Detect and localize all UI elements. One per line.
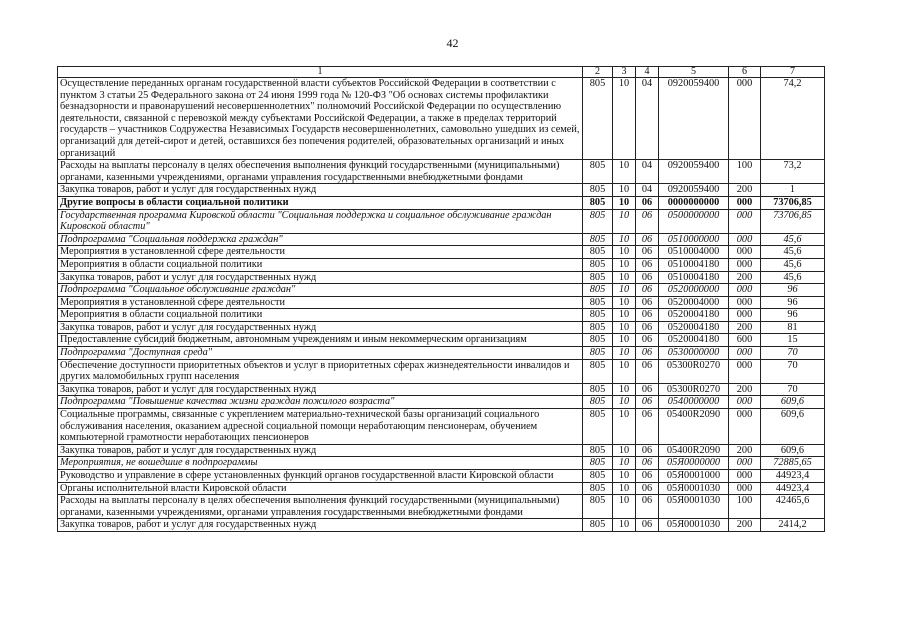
amount-cell: 45,6	[761, 258, 825, 271]
target-article-cell: 0510004180	[659, 271, 729, 284]
amount-cell: 96	[761, 296, 825, 309]
target-article-cell: 0500000000	[659, 209, 729, 233]
expense-type-cell: 000	[729, 196, 761, 209]
section-cell: 10	[613, 246, 636, 259]
amount-cell: 609,6	[761, 444, 825, 457]
admin-code-cell: 805	[583, 160, 613, 184]
table-row	[58, 470, 825, 483]
admin-code-cell: 805	[583, 444, 613, 457]
admin-code-cell: 805	[583, 383, 613, 396]
amount-cell: 81	[761, 321, 825, 334]
row-name-cell: Закупка товаров, работ и услуг для государственных нужд	[58, 519, 583, 532]
expense-type-cell: 000	[729, 482, 761, 495]
table-row	[58, 271, 825, 284]
expense-type-cell: 000	[729, 209, 761, 233]
row-name-cell: Расходы на выплаты персоналу в целях обеспечения выполнения функций государственными (муниципальными) органами, казенными учреждениями, органами управления государственными внебюджетными фондами	[58, 160, 583, 184]
subsection-cell: 06	[636, 258, 659, 271]
table-row	[58, 495, 825, 519]
table-row	[58, 296, 825, 309]
admin-code-cell: 805	[583, 470, 613, 483]
admin-code-cell: 805	[583, 284, 613, 297]
column-header: 6	[729, 67, 761, 78]
amount-cell: 45,6	[761, 233, 825, 246]
admin-code-cell: 805	[583, 209, 613, 233]
admin-code-cell: 805	[583, 359, 613, 383]
amount-cell: 72885,65	[761, 457, 825, 470]
subsection-cell: 06	[636, 233, 659, 246]
section-cell: 10	[613, 271, 636, 284]
admin-code-cell: 805	[583, 519, 613, 532]
column-header: 4	[636, 67, 659, 78]
amount-cell: 42465,6	[761, 495, 825, 519]
expense-type-cell: 200	[729, 383, 761, 396]
amount-cell: 15	[761, 334, 825, 347]
section-cell: 10	[613, 396, 636, 409]
table-row	[58, 196, 825, 209]
subsection-cell: 04	[636, 160, 659, 184]
expense-type-cell: 000	[729, 258, 761, 271]
target-article-cell: 0920059400	[659, 78, 729, 160]
amount-cell: 73706,85	[761, 209, 825, 233]
section-cell: 10	[613, 296, 636, 309]
expense-type-cell: 600	[729, 334, 761, 347]
row-name-cell: Подпрограмма "Социальное обслуживание граждан"	[58, 284, 583, 297]
table-row	[58, 334, 825, 347]
section-cell: 10	[613, 495, 636, 519]
row-name-cell: Мероприятия в области социальной политики	[58, 258, 583, 271]
subsection-cell: 06	[636, 409, 659, 445]
expense-type-cell: 200	[729, 321, 761, 334]
expense-type-cell: 000	[729, 296, 761, 309]
amount-cell: 96	[761, 284, 825, 297]
table-row	[58, 409, 825, 445]
budget-table	[57, 66, 825, 532]
section-cell: 10	[613, 519, 636, 532]
section-cell: 10	[613, 284, 636, 297]
section-cell: 10	[613, 258, 636, 271]
subsection-cell: 06	[636, 396, 659, 409]
row-name-cell: Закупка товаров, работ и услуг для государственных нужд	[58, 184, 583, 197]
row-name-cell: Подпрограмма "Социальная поддержка граждан"	[58, 233, 583, 246]
row-name-cell: Подпрограмма "Повышение качества жизни граждан пожилого возраста"	[58, 396, 583, 409]
table-row	[58, 396, 825, 409]
expense-type-cell: 000	[729, 409, 761, 445]
target-article-cell: 0510004000	[659, 246, 729, 259]
table-row	[58, 233, 825, 246]
table-row	[58, 284, 825, 297]
target-article-cell: 0520004180	[659, 309, 729, 322]
row-name-cell: Расходы на выплаты персоналу в целях обеспечения выполнения функций государственными (муниципальными) органами, казенными учреждениями, органами управления государственными внебюджетными фондами	[58, 495, 583, 519]
expense-type-cell: 000	[729, 396, 761, 409]
admin-code-cell: 805	[583, 321, 613, 334]
expense-type-cell: 200	[729, 184, 761, 197]
admin-code-cell: 805	[583, 78, 613, 160]
row-name-cell: Социальные программы, связанные с укреплением материально-технической базы организаций социального обслуживания населения, оказанием адресной социальной помощи неработающим пенсионерам, обучением компьютерной грамотности неработающих пенсионеров	[58, 409, 583, 445]
table-row	[58, 457, 825, 470]
admin-code-cell: 805	[583, 457, 613, 470]
amount-cell: 70	[761, 383, 825, 396]
amount-cell: 70	[761, 347, 825, 360]
subsection-cell: 06	[636, 444, 659, 457]
admin-code-cell: 805	[583, 309, 613, 322]
header-row	[58, 67, 825, 78]
amount-cell: 609,6	[761, 409, 825, 445]
column-header: 2	[583, 67, 613, 78]
row-name-cell: Осуществление переданных органам государственной власти субъектов Российской Федерации в соответствии с пунктом 3 статьи 25 Федерального закона от 24 июня 1999 года № 120-ФЗ "Об основах системы профилактики безнадзорности и правонарушений несовершеннолетних" полномочий Российской Федерации по осуществлению деятельности, связанной с перевозкой между субъектами Российской Федерации, а также в пределах территорий государств – участников Содружества Независимых Государств несовершеннолетних, самовольно ушедших из семей, организаций для детей-сирот и детей, оставшихся без попечения родителей, образовательных организаций и иных организаций	[58, 78, 583, 160]
amount-cell: 44923,4	[761, 482, 825, 495]
admin-code-cell: 805	[583, 347, 613, 360]
expense-type-cell: 000	[729, 233, 761, 246]
table-row	[58, 78, 825, 160]
target-article-cell: 05400R2090	[659, 409, 729, 445]
table-row	[58, 246, 825, 259]
target-article-cell: 05300R0270	[659, 383, 729, 396]
subsection-cell: 06	[636, 284, 659, 297]
admin-code-cell: 805	[583, 296, 613, 309]
subsection-cell: 06	[636, 482, 659, 495]
section-cell: 10	[613, 470, 636, 483]
target-article-cell: 0520004000	[659, 296, 729, 309]
target-article-cell: 05Я0001030	[659, 495, 729, 519]
subsection-cell: 06	[636, 296, 659, 309]
section-cell: 10	[613, 321, 636, 334]
target-article-cell: 05400R2090	[659, 444, 729, 457]
target-article-cell: 05Я0001030	[659, 519, 729, 532]
section-cell: 10	[613, 359, 636, 383]
column-header: 7	[761, 67, 825, 78]
expense-type-cell: 000	[729, 284, 761, 297]
row-name-cell: Обеспечение доступности приоритетных объектов и услуг в приоритетных сферах жизнедеятельности инвалидов и других маломобильных групп населения	[58, 359, 583, 383]
amount-cell: 73706,85	[761, 196, 825, 209]
target-article-cell: 05Я0001030	[659, 482, 729, 495]
section-cell: 10	[613, 233, 636, 246]
target-article-cell: 0530000000	[659, 347, 729, 360]
subsection-cell: 04	[636, 78, 659, 160]
section-cell: 10	[613, 78, 636, 160]
expense-type-cell: 000	[729, 470, 761, 483]
amount-cell: 44923,4	[761, 470, 825, 483]
section-cell: 10	[613, 457, 636, 470]
subsection-cell: 06	[636, 246, 659, 259]
subsection-cell: 06	[636, 309, 659, 322]
section-cell: 10	[613, 444, 636, 457]
amount-cell: 70	[761, 359, 825, 383]
row-name-cell: Руководство и управление в сфере установленных функций органов государственной власти Кировской области	[58, 470, 583, 483]
expense-type-cell: 000	[729, 347, 761, 360]
subsection-cell: 06	[636, 196, 659, 209]
admin-code-cell: 805	[583, 271, 613, 284]
target-article-cell: 05300R0270	[659, 359, 729, 383]
row-name-cell: Закупка товаров, работ и услуг для государственных нужд	[58, 321, 583, 334]
section-cell: 10	[613, 184, 636, 197]
target-article-cell: 0540000000	[659, 396, 729, 409]
target-article-cell: 05Я0001000	[659, 470, 729, 483]
row-name-cell: Мероприятия в установленной сфере деятельности	[58, 296, 583, 309]
target-article-cell: 05Я0000000	[659, 457, 729, 470]
row-name-cell: Мероприятия в установленной сфере деятельности	[58, 246, 583, 259]
table-row	[58, 347, 825, 360]
table-row	[58, 184, 825, 197]
row-name-cell: Мероприятия, не вошедшие в подпрограммы	[58, 457, 583, 470]
section-cell: 10	[613, 347, 636, 360]
subsection-cell: 06	[636, 359, 659, 383]
table-row	[58, 444, 825, 457]
subsection-cell: 06	[636, 334, 659, 347]
section-cell: 10	[613, 160, 636, 184]
admin-code-cell: 805	[583, 396, 613, 409]
subsection-cell: 04	[636, 184, 659, 197]
admin-code-cell: 805	[583, 482, 613, 495]
subsection-cell: 06	[636, 457, 659, 470]
table-row	[58, 359, 825, 383]
row-name-cell: Закупка товаров, работ и услуг для государственных нужд	[58, 271, 583, 284]
page-number: 42	[446, 36, 459, 50]
subsection-cell: 06	[636, 347, 659, 360]
amount-cell: 1	[761, 184, 825, 197]
admin-code-cell: 805	[583, 334, 613, 347]
amount-cell: 73,2	[761, 160, 825, 184]
amount-cell: 96	[761, 309, 825, 322]
amount-cell: 45,6	[761, 271, 825, 284]
section-cell: 10	[613, 196, 636, 209]
table-row	[58, 321, 825, 334]
column-header: 5	[659, 67, 729, 78]
admin-code-cell: 805	[583, 246, 613, 259]
admin-code-cell: 805	[583, 495, 613, 519]
row-name-cell: Государственная программа Кировской области "Социальная поддержка и социальное обслуживание граждан Кировской области"	[58, 209, 583, 233]
subsection-cell: 06	[636, 321, 659, 334]
section-cell: 10	[613, 383, 636, 396]
target-article-cell: 0520004180	[659, 321, 729, 334]
target-article-cell: 0920059400	[659, 160, 729, 184]
row-name-cell: Подпрограмма "Доступная среда"	[58, 347, 583, 360]
expense-type-cell: 000	[729, 309, 761, 322]
amount-cell: 74,2	[761, 78, 825, 160]
row-name-cell: Закупка товаров, работ и услуг для государственных нужд	[58, 383, 583, 396]
admin-code-cell: 805	[583, 196, 613, 209]
expense-type-cell: 000	[729, 78, 761, 160]
target-article-cell: 0920059400	[659, 184, 729, 197]
subsection-cell: 06	[636, 209, 659, 233]
row-name-cell: Органы исполнительной власти Кировской области	[58, 482, 583, 495]
expense-type-cell: 000	[729, 359, 761, 383]
section-cell: 10	[613, 209, 636, 233]
section-cell: 10	[613, 409, 636, 445]
expense-type-cell: 000	[729, 457, 761, 470]
row-name-cell: Закупка товаров, работ и услуг для государственных нужд	[58, 444, 583, 457]
column-header: 1	[58, 67, 583, 78]
amount-cell: 2414,2	[761, 519, 825, 532]
subsection-cell: 06	[636, 495, 659, 519]
target-article-cell: 0510004180	[659, 258, 729, 271]
admin-code-cell: 805	[583, 184, 613, 197]
table-row	[58, 309, 825, 322]
target-article-cell: 0520000000	[659, 284, 729, 297]
row-name-cell: Другие вопросы в области социальной политики	[58, 196, 583, 209]
subsection-cell: 06	[636, 519, 659, 532]
admin-code-cell: 805	[583, 233, 613, 246]
subsection-cell: 06	[636, 383, 659, 396]
target-article-cell: 0510000000	[659, 233, 729, 246]
table-row	[58, 383, 825, 396]
expense-type-cell: 200	[729, 271, 761, 284]
expense-type-cell: 200	[729, 519, 761, 532]
table-row	[58, 258, 825, 271]
target-article-cell: 0520004180	[659, 334, 729, 347]
section-cell: 10	[613, 482, 636, 495]
subsection-cell: 06	[636, 470, 659, 483]
expense-type-cell: 000	[729, 246, 761, 259]
expense-type-cell: 100	[729, 160, 761, 184]
expense-type-cell: 200	[729, 444, 761, 457]
subsection-cell: 06	[636, 271, 659, 284]
amount-cell: 609,6	[761, 396, 825, 409]
row-name-cell: Предоставление субсидий бюджетным, автономным учреждениям и иным некоммерческим организациям	[58, 334, 583, 347]
table-row	[58, 160, 825, 184]
table-row	[58, 519, 825, 532]
section-cell: 10	[613, 309, 636, 322]
admin-code-cell: 805	[583, 409, 613, 445]
column-header: 3	[613, 67, 636, 78]
admin-code-cell: 805	[583, 258, 613, 271]
target-article-cell: 0000000000	[659, 196, 729, 209]
amount-cell: 45,6	[761, 246, 825, 259]
table-row	[58, 482, 825, 495]
expense-type-cell: 100	[729, 495, 761, 519]
section-cell: 10	[613, 334, 636, 347]
row-name-cell: Мероприятия в области социальной политики	[58, 309, 583, 322]
table-row	[58, 209, 825, 233]
